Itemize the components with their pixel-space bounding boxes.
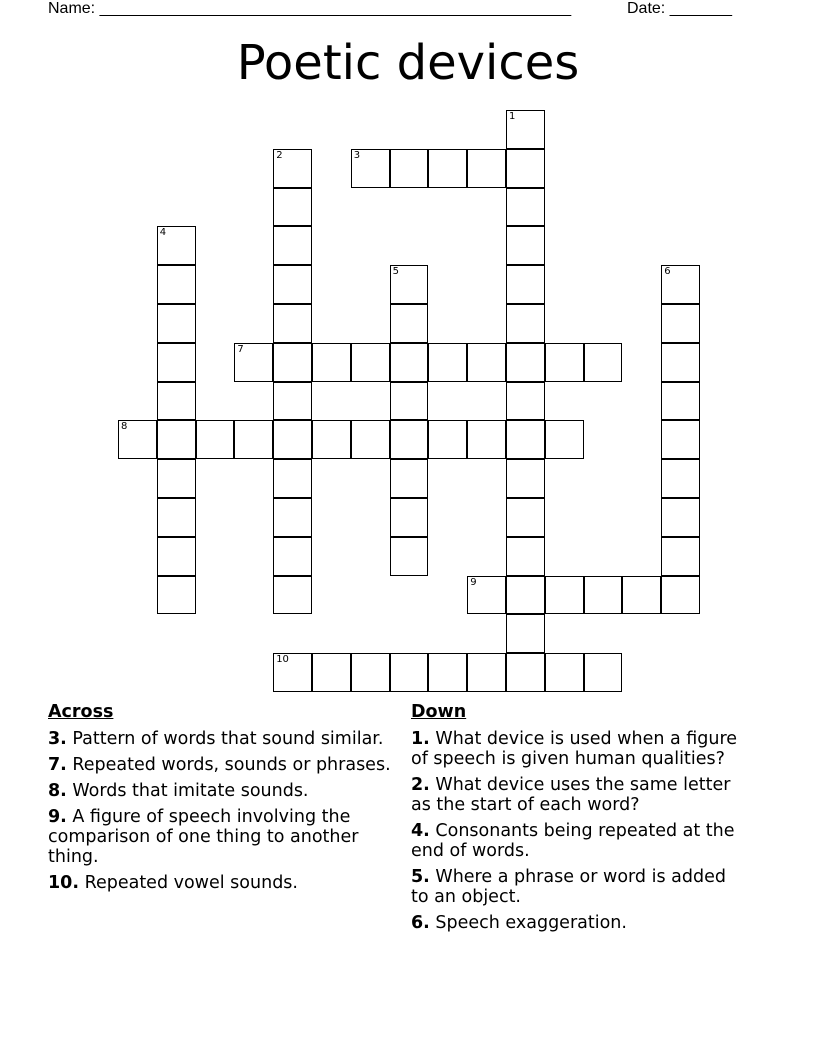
crossword-cell[interactable] — [390, 420, 429, 459]
crossword-cell[interactable] — [661, 382, 700, 421]
crossword-cell[interactable] — [428, 343, 467, 382]
crossword-cell[interactable] — [273, 304, 312, 343]
crossword-cell[interactable] — [506, 420, 545, 459]
crossword-cell[interactable] — [622, 576, 661, 615]
crossword-cell[interactable] — [273, 188, 312, 227]
cell-number: 1 — [509, 111, 516, 122]
crossword-cell[interactable] — [506, 459, 545, 498]
crossword-cell[interactable] — [351, 653, 390, 692]
crossword-cell[interactable] — [157, 304, 196, 343]
clue-across-9 — [48, 807, 393, 867]
crossword-cell[interactable] — [157, 537, 196, 576]
crossword-cell[interactable] — [273, 420, 312, 459]
cell-number: 7 — [237, 343, 244, 355]
crossword-cell[interactable] — [506, 110, 545, 149]
crossword-cell[interactable] — [157, 265, 196, 304]
clue-text: Repeated vowel sounds. — [79, 873, 298, 893]
crossword-cell[interactable] — [390, 149, 429, 188]
crossword-cell[interactable] — [273, 382, 312, 421]
crossword-cell[interactable] — [273, 576, 312, 615]
cell-number: 3 — [353, 149, 361, 161]
down-heading: Down — [411, 702, 467, 722]
crossword-cell[interactable] — [273, 653, 312, 692]
crossword-cell[interactable] — [390, 537, 429, 576]
crossword-cell[interactable] — [273, 343, 312, 382]
down-clues — [411, 702, 741, 939]
date-field-label: Date: _______ — [627, 0, 732, 17]
crossword-cell[interactable] — [273, 226, 312, 265]
clue-number: 3. — [48, 729, 67, 749]
crossword-cell[interactable] — [351, 420, 390, 459]
clue-text: Speech exaggeration. — [429, 913, 627, 933]
cell-number: 2 — [276, 149, 283, 161]
crossword-cell[interactable] — [273, 537, 312, 576]
crossword-cell[interactable] — [157, 382, 196, 421]
clue-text: Where a phrase or word is added to an object. — [411, 867, 726, 907]
crossword-cell[interactable] — [234, 420, 273, 459]
clue-across-3 — [48, 729, 393, 749]
crossword-cell[interactable] — [428, 149, 467, 188]
clue-text: Consonants being repeated at the end of words. — [411, 821, 735, 861]
crossword-cell[interactable] — [196, 420, 235, 459]
crossword-cell[interactable] — [312, 420, 351, 459]
crossword-cell[interactable] — [351, 343, 390, 382]
crossword-cell[interactable] — [273, 265, 312, 304]
clue-number: 2. — [411, 775, 430, 795]
crossword-cell[interactable] — [661, 537, 700, 576]
clue-text: What device uses the same letter as the start of each word? — [411, 775, 731, 815]
crossword-cell[interactable] — [506, 149, 545, 188]
clue-down-5 — [411, 867, 741, 907]
cell-number: 4 — [159, 227, 167, 239]
crossword-cell[interactable] — [506, 653, 545, 692]
crossword-cell[interactable] — [312, 653, 351, 692]
clue-number: 10. — [48, 873, 80, 893]
crossword-cell[interactable] — [661, 420, 700, 459]
clue-down-4 — [411, 821, 741, 861]
crossword-cell[interactable] — [467, 576, 506, 615]
crossword-cell[interactable] — [467, 343, 506, 382]
crossword-cell[interactable] — [118, 420, 157, 459]
crossword-cell[interactable] — [506, 265, 545, 304]
crossword-cell[interactable] — [390, 265, 429, 304]
crossword-cell[interactable] — [273, 498, 312, 537]
crossword-cell[interactable] — [506, 498, 545, 537]
crossword-cell[interactable] — [545, 576, 584, 615]
crossword-cell[interactable] — [467, 420, 506, 459]
crossword-cell[interactable] — [506, 576, 545, 615]
crossword-cell[interactable] — [428, 420, 467, 459]
clue-across-7 — [48, 755, 393, 775]
crossword-cell[interactable] — [390, 459, 429, 498]
crossword-cell[interactable] — [467, 149, 506, 188]
clue-number: 1. — [411, 729, 430, 749]
clue-text: Repeated words, sounds or phrases. — [66, 755, 391, 775]
crossword-cell[interactable] — [467, 653, 506, 692]
clue-text: A figure of speech involving the comparison of one thing to another thing. — [48, 807, 359, 867]
crossword-cell[interactable] — [351, 149, 390, 188]
page-title: Poetic devices — [236, 35, 580, 91]
clue-text: What device is used when a figure of speech is given human qualities? — [411, 729, 738, 769]
cell-number: 9 — [470, 576, 477, 588]
clue-number: 5. — [411, 867, 430, 887]
name-field-label: Name: _____________________________________________________ — [48, 0, 572, 17]
cell-number: 10 — [276, 654, 289, 666]
crossword-cell[interactable] — [661, 265, 700, 304]
clue-text: Pattern of words that sound similar. — [66, 729, 384, 749]
clue-number: 8. — [48, 781, 67, 801]
crossword-cell[interactable] — [390, 343, 429, 382]
crossword-cell[interactable] — [157, 343, 196, 382]
crossword-cell[interactable] — [545, 343, 584, 382]
crossword-cell[interactable] — [506, 188, 545, 227]
clue-across-10 — [48, 873, 393, 893]
clue-text: Words that imitate sounds. — [66, 781, 309, 801]
crossword-cell[interactable] — [506, 382, 545, 421]
crossword-cell[interactable] — [661, 304, 700, 343]
clue-across-8 — [48, 781, 393, 801]
crossword-cell[interactable] — [157, 420, 196, 459]
crossword-cell[interactable] — [661, 459, 700, 498]
clue-number: 9. — [48, 807, 67, 827]
crossword-cell[interactable] — [157, 576, 196, 615]
crossword-cell[interactable] — [545, 420, 584, 459]
crossword-cell[interactable] — [506, 614, 545, 653]
clue-down-2 — [411, 775, 741, 815]
across-heading: Across — [48, 702, 114, 722]
crossword-cell[interactable] — [584, 343, 623, 382]
crossword-cell[interactable] — [584, 576, 623, 615]
clue-number: 6. — [411, 913, 430, 933]
cell-number: 5 — [392, 266, 399, 278]
crossword-cell[interactable] — [661, 498, 700, 537]
crossword-cell[interactable] — [157, 459, 196, 498]
clue-number: 7. — [48, 755, 67, 775]
crossword-cell[interactable] — [661, 576, 700, 615]
crossword-cell[interactable] — [506, 343, 545, 382]
clue-down-1 — [411, 729, 741, 769]
crossword-cell[interactable] — [506, 226, 545, 265]
crossword-cell[interactable] — [390, 304, 429, 343]
crossword-cell[interactable] — [506, 304, 545, 343]
clue-number: 4. — [411, 821, 430, 841]
crossword-cell[interactable] — [428, 653, 467, 692]
crossword-cell[interactable] — [234, 343, 273, 382]
crossword-cell[interactable] — [506, 537, 545, 576]
crossword-cell[interactable] — [545, 653, 584, 692]
crossword-cell[interactable] — [390, 498, 429, 537]
crossword-cell[interactable] — [661, 343, 700, 382]
across-clues — [48, 702, 393, 899]
crossword-cell[interactable] — [390, 653, 429, 692]
cell-number: 6 — [664, 266, 671, 278]
crossword-cell[interactable] — [584, 653, 623, 692]
cell-number: 8 — [121, 421, 128, 433]
crossword-cell[interactable] — [157, 226, 196, 265]
crossword-cell[interactable] — [312, 343, 351, 382]
crossword-cell[interactable] — [273, 459, 312, 498]
crossword-cell[interactable] — [157, 498, 196, 537]
clue-down-6 — [411, 913, 741, 933]
crossword-cell[interactable] — [273, 149, 312, 188]
crossword-cell[interactable] — [390, 382, 429, 421]
